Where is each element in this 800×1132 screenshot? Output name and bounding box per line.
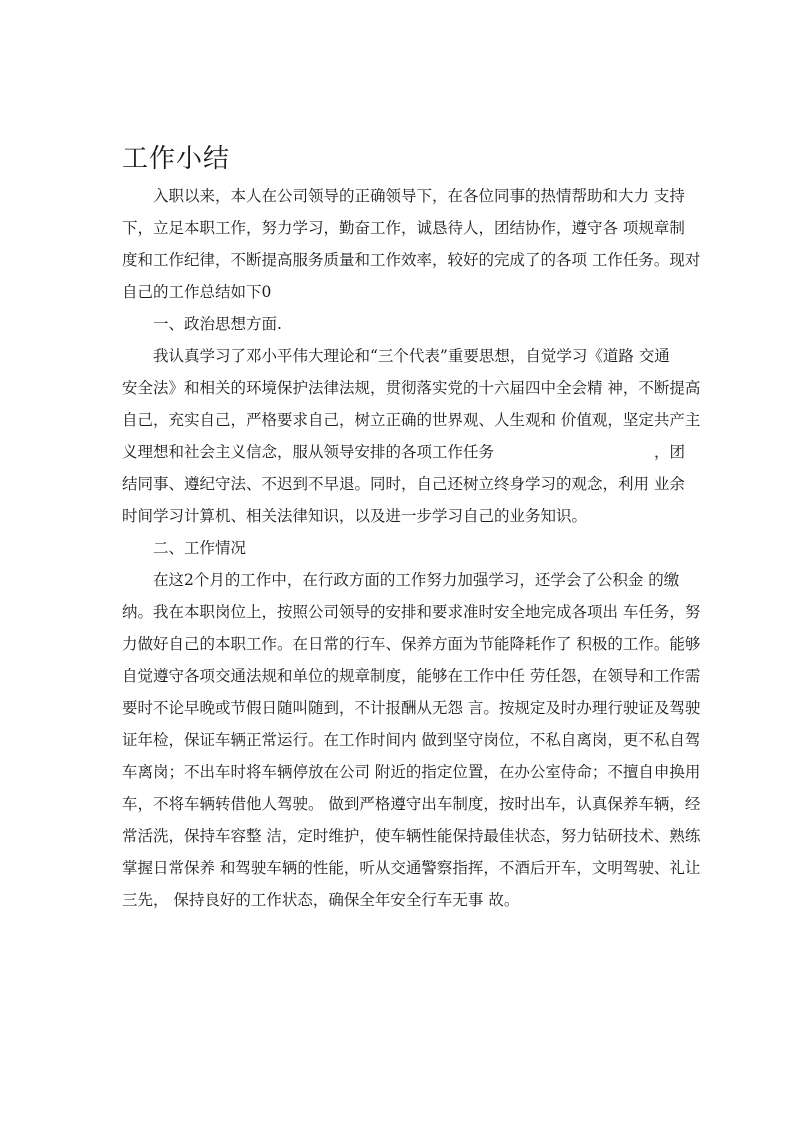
section-heading: 一、政治思想方面. [153,315,282,333]
paragraph-line: 掌握日常保养 和驾驶车辆的性能，听从交通警察指挥，不酒后开车，文明驾驶、礼让 [122,859,701,877]
paragraph-line: 在这2个月的工作中，在行政方面的工作努力加强学习，还学会了公积金 的缴 [153,571,680,589]
paragraph-line-text: 义理想和社会主义信念，服从领导安排的各项工作任务 [122,443,495,461]
paragraph-line: 证年检，保证车辆正常运行。在工作时间内 做到坚守岗位，不私自离岗，更不私自驾 [122,731,701,749]
paragraph-line: 纳。我在本职岗位上，按照公司领导的安排和要求准时安全地完成各项出 车任务，努 [122,603,701,621]
paragraph-line: 常活洗，保持车容整 洁，定时维护，使车辆性能保持最佳状态，努力钻研技术、熟练 [122,827,701,845]
paragraph-line: 自觉遵守各项交通法规和单位的规章制度，能够在工作中任 劳任怨，在领导和工作需 [122,667,701,685]
paragraph-line: 自己的工作总结如下0 [122,283,272,301]
paragraph-line: 安全法》和相关的环境保护法律法规，贯彻落实党的十六届四中全会精 神，不断提高 [122,379,701,397]
paragraph-line: 时间学习计算机、相关法律知识，以及进一步学习自己的业务知识。 [122,507,588,525]
document-body [122,180,701,916]
paragraph-line: 下，立足本职工作，努力学习，勤奋工作，诚恳待人，团结协作，遵守各 项规章制 [122,219,685,237]
paragraph-line-tail: ，团 [654,443,686,461]
paragraph-line: 力做好自己的本职工作。在日常的行车、保养方面为节能降耗作了 积极的工作。能够 [122,635,701,653]
paragraph-line: 度和工作纪律，不断提高服务质量和工作效率，较好的完成了的各项 工作任务。现对 [122,251,701,269]
paragraph-line: 三先， 保持良好的工作状态，确保全年安全行车无事 故。 [122,891,520,909]
paragraph-line: 自己，充实自己，严格要求自己，树立正确的世界观、人生观和 价值观，坚定共产主 [122,411,701,429]
paragraph-line [122,436,686,468]
document-title: 工作小结 [122,144,231,174]
paragraph-line: 我认真学习了邓小平伟大理论和“三个代表”重要思想，自觉学习《道路 交通 [153,347,670,365]
paragraph-line: 结同事、遵纪守法、不迟到不早退。同时，自己还树立终身学习的观念，利用 业余 [122,475,685,493]
paragraph-line: 车，不将车辆转借他人驾驶。 做到严格遵守出车制度，按时出车，认真保养车辆，经 [122,795,701,813]
paragraph-line: 入职以来，本人在公司领导的正确领导下，在各位同事的热情帮助和大力 支持 [153,187,685,205]
paragraph-line: 要时不论早晚或节假日随叫随到，不计报酬从无怨 言。按规定及时办理行驶证及驾驶 [122,699,701,717]
section-heading: 二、工作情况 [153,539,247,557]
paragraph-line: 车离岗；不出车时将车辆停放在公司 附近的指定位置，在办公室侍命；不擅自申换用 [122,763,701,781]
